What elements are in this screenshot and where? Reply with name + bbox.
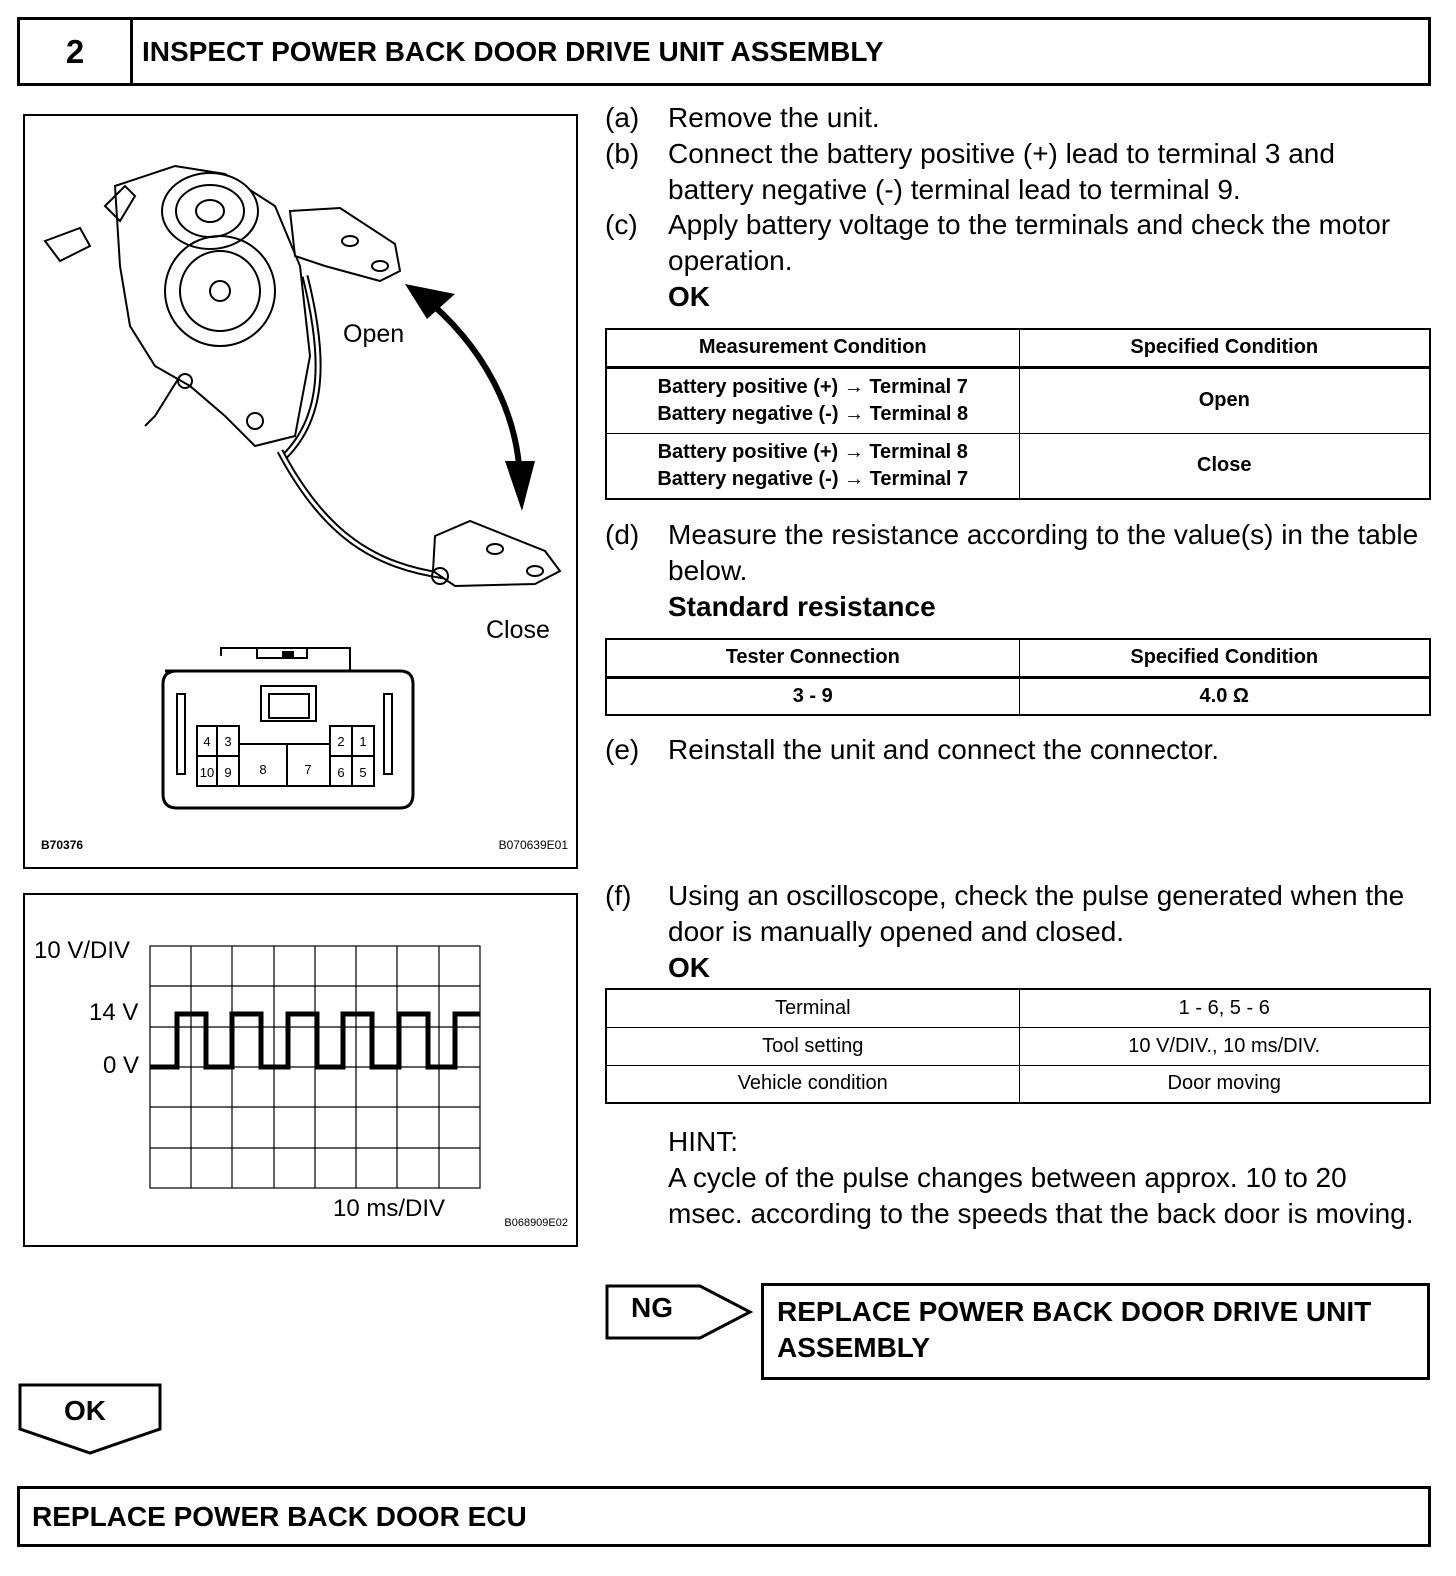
low-level-label: 0 V	[103, 1052, 140, 1079]
close-label: Close	[486, 616, 550, 644]
hint-text: A cycle of the pulse changes between approx. 10 to 20 msec. according to the speeds that the back door is moving.	[668, 1162, 1414, 1229]
ng-action-text: REPLACE POWER BACK DOOR DRIVE UNIT ASSEMBLY	[777, 1296, 1372, 1363]
hint-title: HINT:	[668, 1126, 738, 1157]
setting-value-cell: 10 V/DIV., 10 ms/DIV.	[1019, 1027, 1430, 1065]
motor-operation-table	[605, 328, 1431, 500]
measurement-condition-cell	[606, 433, 1019, 499]
step-a-text: Remove the unit.	[668, 102, 880, 133]
ng-label: NG	[631, 1292, 673, 1323]
setting-item-cell: Terminal	[606, 989, 1019, 1027]
pin-3-label: 3	[224, 734, 232, 749]
specified-condition-cell: Open	[1019, 367, 1430, 433]
step-f	[605, 878, 1435, 986]
step-e-text: Reinstall the unit and connect the connector.	[668, 734, 1220, 765]
ng-result-tag	[605, 1284, 755, 1340]
step-f-letter: (f)	[605, 880, 632, 911]
step-e	[605, 732, 1435, 768]
step-c-text: Apply battery voltage to the terminals and check the motor operation.	[668, 209, 1391, 276]
tester-connection-cell: 3 - 9	[606, 677, 1019, 715]
pin-8-label: 8	[259, 762, 267, 777]
table-row	[606, 1027, 1430, 1065]
step-d-text: Measure the resistance according to the value(s) in the table below.	[668, 519, 1419, 586]
ng-arrow-shape	[605, 1284, 755, 1340]
step-b	[605, 136, 1435, 208]
table-row	[606, 433, 1430, 499]
step-d-letter: (d)	[605, 519, 640, 550]
table-header: Specified Condition	[1019, 329, 1430, 367]
table-header: Specified Condition	[1019, 639, 1430, 677]
step-number: 2	[20, 20, 133, 83]
step-d	[605, 517, 1435, 625]
ok-action-text: REPLACE POWER BACK DOOR ECU	[32, 1500, 527, 1532]
ok-label: OK	[64, 1395, 106, 1426]
resistance-table	[605, 638, 1431, 716]
step-e-letter: (e)	[605, 734, 640, 765]
step-a-letter: (a)	[605, 102, 640, 133]
step-a	[605, 100, 1435, 136]
pin-7-label: 7	[304, 762, 312, 777]
step-c	[605, 207, 1435, 315]
oscilloscope-figure	[23, 893, 578, 1247]
measurement-condition-cell	[606, 367, 1019, 433]
ok-result-tag	[18, 1383, 163, 1455]
figure-code-left: B70376	[41, 838, 84, 852]
pin-2-label: 2	[337, 734, 345, 749]
specified-condition-cell: Close	[1019, 433, 1430, 499]
setting-value-cell: Door moving	[1019, 1065, 1430, 1103]
hint-block	[605, 1124, 1435, 1268]
pulse-trace	[150, 1014, 480, 1067]
drive-unit-figure	[23, 114, 578, 869]
oscilloscope-settings-table	[605, 988, 1431, 1104]
table-row	[606, 1065, 1430, 1103]
table-row	[606, 989, 1430, 1027]
setting-item-cell: Tool setting	[606, 1027, 1019, 1065]
high-level-label: 14 V	[89, 999, 139, 1026]
table-header: Measurement Condition	[606, 329, 1019, 367]
pin-5-label: 5	[359, 765, 367, 780]
step-c-letter: (c)	[605, 209, 638, 240]
setting-value-cell: 1 - 6, 5 - 6	[1019, 989, 1430, 1027]
ok-action-box	[17, 1486, 1431, 1547]
section-header	[17, 17, 1431, 86]
section-title: INSPECT POWER BACK DOOR DRIVE UNIT ASSEMBLY	[142, 35, 884, 67]
condition-line: Battery positive (+) → Terminal 7	[657, 375, 968, 398]
motion-arrow	[405, 284, 535, 511]
step-b-letter: (b)	[605, 138, 640, 169]
ng-action-box	[761, 1283, 1430, 1380]
pin-1-label: 1	[359, 734, 367, 749]
figure-code-right: B070639E01	[498, 838, 568, 852]
setting-item-cell: Vehicle condition	[606, 1065, 1019, 1103]
condition-line: Battery negative (-) → Terminal 8	[657, 402, 969, 425]
y-div-label: 10 V/DIV	[34, 937, 131, 964]
pin-9-label: 9	[224, 765, 232, 780]
step-f-text: Using an oscilloscope, check the pulse generated when the door is manually opened and closed.	[668, 880, 1405, 947]
table-row	[606, 677, 1430, 715]
pin-10-label: 10	[199, 765, 215, 780]
step-f-result: OK	[668, 952, 710, 983]
open-label: Open	[343, 320, 405, 348]
x-div-label: 10 ms/DIV	[333, 1195, 446, 1222]
step-b-text: Connect the battery positive (+) lead to terminal 3 and battery negative (-) terminal lead to terminal 9.	[668, 138, 1335, 205]
figure2-code: B068909E02	[504, 1217, 568, 1229]
connector-face	[163, 648, 413, 808]
condition-line: Battery positive (+) → Terminal 8	[657, 440, 968, 463]
step-c-result: OK	[668, 281, 710, 312]
step-d-result: Standard resistance	[668, 591, 936, 622]
condition-line: Battery negative (-) → Terminal 7	[657, 467, 969, 490]
table-row	[606, 367, 1430, 433]
specified-condition-cell: 4.0 Ω	[1019, 677, 1430, 715]
pin-4-label: 4	[203, 734, 211, 749]
pin-6-label: 6	[337, 765, 345, 780]
table-header: Tester Connection	[606, 639, 1019, 677]
drive-unit-illustration	[25, 116, 576, 867]
